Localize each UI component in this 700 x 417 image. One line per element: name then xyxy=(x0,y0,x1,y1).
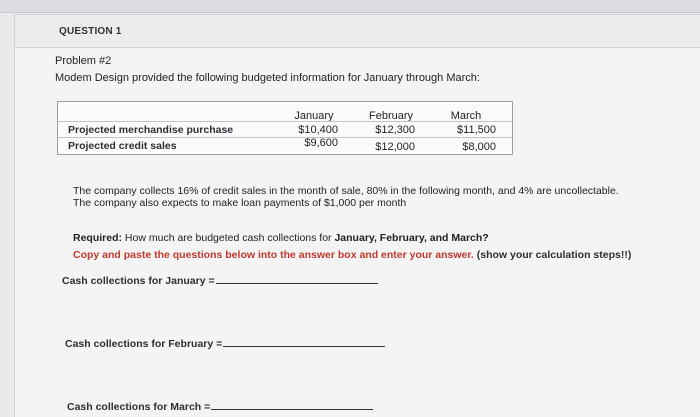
cell-purchase-february: $12,300 xyxy=(375,124,415,136)
answer-label-february: Cash collections for February = xyxy=(65,338,223,350)
answer-february xyxy=(65,336,385,350)
column-header-february: February xyxy=(368,110,414,122)
cell-credit-march: $8,000 xyxy=(462,141,496,153)
question-panel xyxy=(14,14,700,417)
answer-january xyxy=(62,273,378,287)
copy-instruction-red: Copy and paste the questions below into the answer box and enter your answer. xyxy=(73,249,474,261)
answer-blank-february[interactable] xyxy=(223,336,385,347)
column-header-march: March xyxy=(450,110,482,122)
copy-instruction xyxy=(73,249,631,261)
required-months: January, February, and March? xyxy=(334,232,489,244)
required-question: How much are budgeted cash collections for xyxy=(122,232,335,244)
cell-credit-january: $9,600 xyxy=(304,137,338,149)
cell-purchase-january: $10,400 xyxy=(298,124,338,136)
copy-instruction-note: (show your calculation steps!!) xyxy=(473,249,632,261)
cell-purchase-march: $11,500 xyxy=(457,124,496,136)
loan-payment-text: The company also expects to make loan payments of $1,000 per month xyxy=(73,197,407,209)
cell-credit-february: $12,000 xyxy=(375,141,415,153)
browser-top-strip xyxy=(0,0,700,13)
required-label: Required: xyxy=(73,232,123,244)
answer-label-january: Cash collections for January = xyxy=(62,275,215,287)
required-text xyxy=(73,232,489,244)
problem-intro: Modem Design provided the following budgeted information for January through March: xyxy=(55,72,480,84)
row-label-credit-sales: Projected credit sales xyxy=(68,140,177,152)
table-divider xyxy=(58,121,512,122)
collection-policy-text: The company collects 16% of credit sales in the month of sale, 80% in the following month, and 4% are uncollectable. xyxy=(73,185,619,197)
answer-label-march: Cash collections for March = xyxy=(67,401,211,413)
answer-blank-january[interactable] xyxy=(216,273,378,284)
problem-label: Problem #2 xyxy=(55,55,112,67)
question-body xyxy=(15,15,700,417)
answer-march xyxy=(67,399,373,413)
question-title: QUESTION 1 xyxy=(59,26,122,37)
answer-blank-march[interactable] xyxy=(211,399,373,410)
column-header-january: January xyxy=(294,110,334,122)
row-label-merchandise-purchase: Projected merchandise purchase xyxy=(68,124,234,136)
budget-table xyxy=(57,101,513,155)
